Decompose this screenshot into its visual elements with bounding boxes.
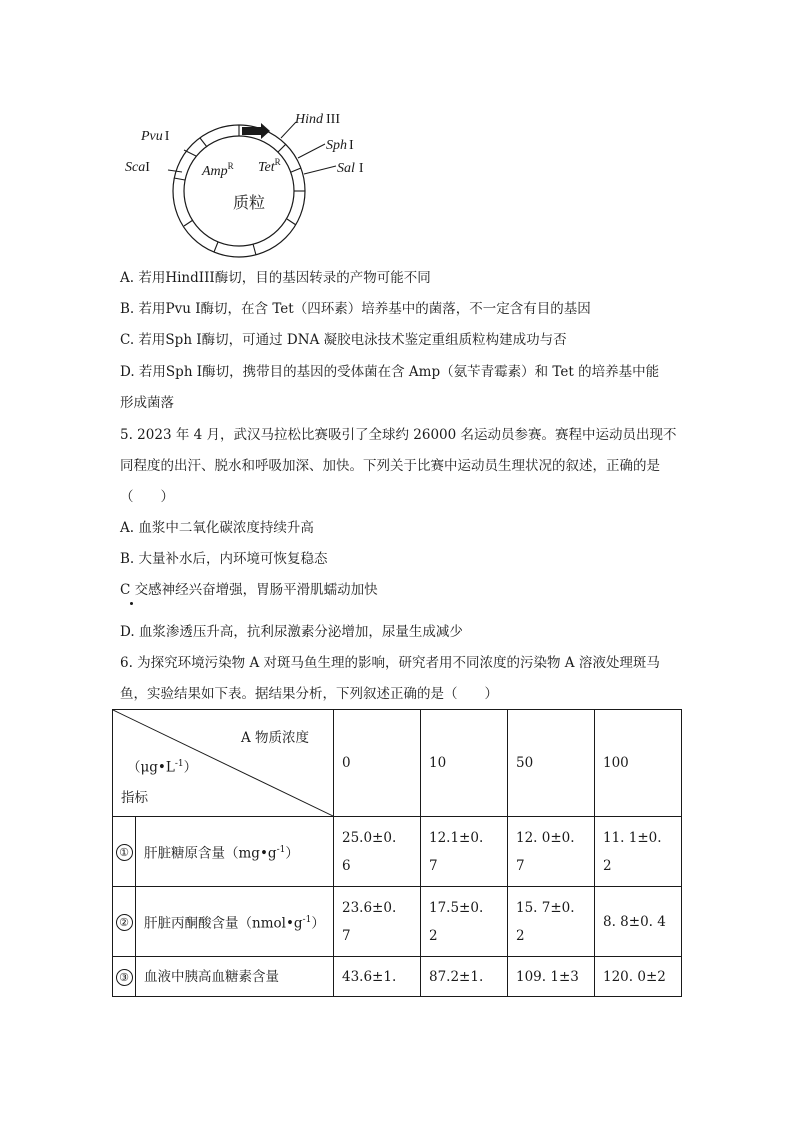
q6-stem-line1: 6. 为探究环境污染物 A 对斑马鱼生理的影响，研究者用不同浓度的污染物 A 溶液处理斑马 [120, 655, 660, 671]
hind-site-label: Hind III [295, 112, 340, 127]
results-table [112, 709, 682, 997]
table-row [113, 817, 682, 887]
plasmid-label: 质粒 [233, 193, 266, 212]
q6-stem-line2: 鱼，实验结果如下表。据结果分析，下列叙述正确的是（ ） [120, 686, 498, 702]
table-cell: 23.6±0. 7 [334, 887, 421, 957]
q5-option-d: D. 血浆渗透压升高，抗利尿激素分泌增加，尿量生成减少 [120, 624, 463, 640]
q5-option-c: C 交感神经兴奋增强，胃肠平滑肌蠕动加快 [120, 582, 378, 598]
table-cell: 17.5±0. 2 [421, 887, 508, 957]
dot-mark [130, 602, 133, 605]
q5-answer-bracket: （ ） [120, 489, 174, 505]
q5-option-a: A. 血浆中二氧化碳浓度持续升高 [120, 520, 314, 536]
q4-option-b: B. 若用Pvu I酶切，在含 Tet（四环素）培养基中的菌落，不一定含有目的基因 [120, 301, 591, 317]
table-cell: 8. 8±0. 4 [595, 887, 682, 957]
q5-stem-line2: 同程度的出汗、脱水和呼吸加深、加快。下列关于比赛中运动员生理状况的叙述，正确的是 [120, 458, 660, 474]
table-cell: 12. 0±0. 7 [508, 817, 595, 887]
row-label: 血液中胰高血糖素含量 [136, 957, 334, 997]
row-label: 肝脏糖原含量$(mg•g^{-1})$ [136, 817, 334, 887]
plasmid-diagram [118, 100, 378, 260]
table-cell: 25.0±0. 6 [334, 817, 421, 887]
row-number: ① [113, 817, 136, 887]
concentration-0: 0 [334, 710, 421, 817]
plasmid-inner-ring [184, 136, 294, 246]
q5-option-b: B. 大量补水后，内环境可恢复稳态 [120, 551, 328, 567]
table-diagonal-header [113, 710, 334, 817]
concentration-100: 100 [595, 710, 682, 817]
table-cell: 120. 0±2 [595, 957, 682, 997]
table-cell: 109. 1±3 [508, 957, 595, 997]
q4-option-d: D. 若用Sph I酶切，携带目的基因的受体菌在含 Amp（氨苄青霉素）和 Tet 的培养基中能 [120, 364, 660, 380]
concentration-10: 10 [421, 710, 508, 817]
tet-gene-label: Tet$^R$ [258, 157, 281, 175]
row-label: 肝脏丙酮酸含量$(nmol•g^{-1})$ [136, 887, 334, 957]
table-header-row [113, 710, 682, 817]
header-concentration-label: A 物质浓度 [241, 730, 310, 746]
table-cell: 11. 1±0. 2 [595, 817, 682, 887]
pvu-site-label: Pvu I [141, 129, 170, 144]
header-indicator-label: 指标 [121, 790, 148, 806]
concentration-50: 50 [508, 710, 595, 817]
row-number: ② [113, 887, 136, 957]
sph-site-label: Sph I [326, 138, 354, 153]
header-unit-label: $(\mu g•L^{-1})$ [127, 759, 198, 776]
amp-gene-label: Amp$^R$ [202, 161, 234, 179]
q4-option-d-continued: 形成菌落 [120, 395, 174, 411]
q4-option-a: A. 若用HindIII酶切，目的基因转录的产物可能不同 [120, 270, 431, 286]
row-number: ③ [113, 957, 136, 997]
table-cell: 43.6±1. [334, 957, 421, 997]
table-cell: 87.2±1. [421, 957, 508, 997]
table-row [113, 957, 682, 997]
table-cell: 15. 7±0. 2 [508, 887, 595, 957]
sal-site-label: Sal I [337, 161, 364, 176]
sca-site-label: ScaI [125, 160, 150, 175]
table-row [113, 887, 682, 957]
q5-stem-line1: 5. 2023 年 4 月，武汉马拉松比赛吸引了全球约 26000 名运动员参赛。赛程中运动员出现不 [120, 427, 677, 443]
table-cell: 12.1±0. 7 [421, 817, 508, 887]
ring-segment-dividers [174, 125, 305, 255]
q4-option-c: C. 若用Sph I酶切，可通过 DNA 凝胶电泳技术鉴定重组质粒构建成功与否 [120, 332, 567, 348]
